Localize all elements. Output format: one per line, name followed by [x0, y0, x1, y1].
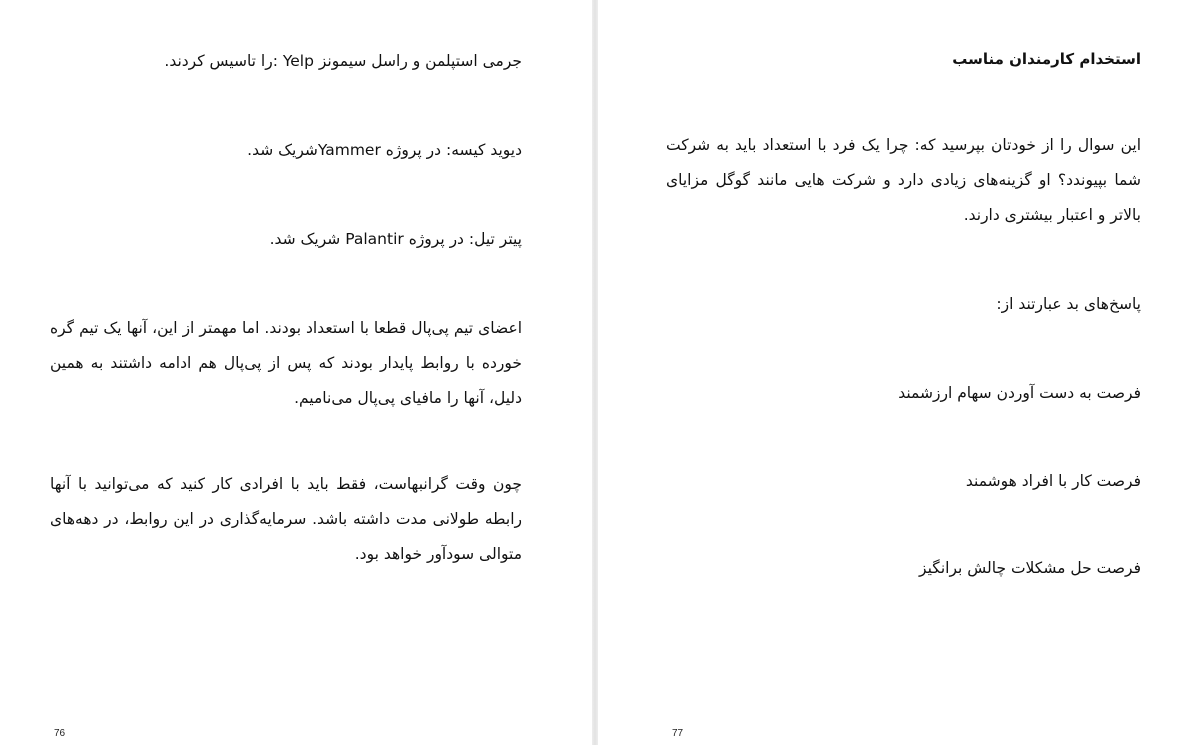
paragraph-david-sacks: دیوید کیسه: در پروژه Yammerشریک شد.: [247, 141, 522, 159]
page-number-right: 77: [672, 728, 684, 739]
bad-answer-item: فرصت کار با افراد هوشمند: [965, 472, 1141, 490]
bad-answer-item: فرصت حل مشکلات چالش برانگیز: [919, 559, 1141, 577]
page-left: [0, 0, 592, 745]
paragraph-yelp-founders: جرمی استپلمن و راسل سیمونز Yelp :را تاسیس کردند.: [164, 52, 522, 70]
paragraph-long-term-relationships: چون وقت گرانبهاست، فقط باید با افرادی کار کنید که می‌توانید با آنها رابطه طولانی مدت داشته باشد. سرمایه‌گذاری در این روابط، در دهه‌های متوالی سودآور خواهد بود.: [50, 475, 522, 563]
paragraph-peter-thiel: پیتر تیل: در پروژه Palantir شریک شد.: [269, 230, 522, 248]
section-title: استخدام کارمندان مناسب: [952, 50, 1141, 68]
paragraph-ask-yourself: این سوال را از خودتان بپرسید که: چرا یک فرد با استعداد باید به شرکت شما بپیوندد؟ او گزینه‌های زیادی دارد و شرکت هایی مانند گوگل مزایای بالاتر و اعتبار بیشتری دارند.: [666, 136, 1141, 224]
paragraph-bad-answers-intro: پاسخ‌های بد عبارتند از:: [996, 295, 1141, 313]
page-right: [598, 0, 1191, 745]
bad-answer-item: فرصت به دست آوردن سهام ارزشمند: [898, 384, 1141, 402]
page-number-left: 76: [54, 728, 66, 739]
paragraph-paypal-team: اعضای تیم پی‌پال قطعا با استعداد بودند. اما مهمتر از این، آنها یک تیم گره خورده با روابط پایدار بودند که پس از پی‌پال هم ادامه داشتند به همین دلیل، آنها را مافیای پی‌پال می‌نامیم.: [50, 319, 522, 407]
